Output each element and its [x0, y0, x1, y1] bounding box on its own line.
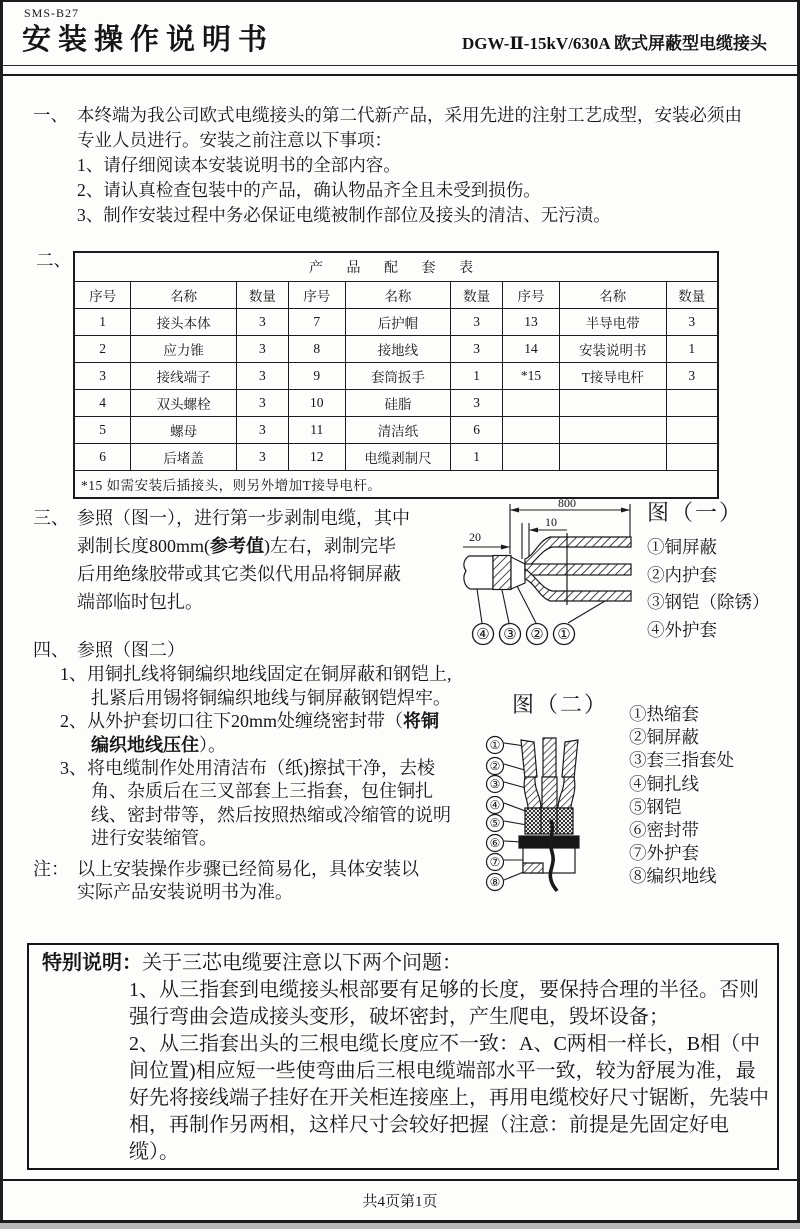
column-header: 数量 [451, 281, 503, 308]
legend-item: ①铜屏蔽 [647, 537, 717, 557]
column-header: 序号 [503, 281, 560, 308]
step-text: 将电缆制作处用清洁布（纸)擦拭干净，去棱角、杂质后在三叉部套上三指套，包住铜扎线、密封带等，然后按照热缩或冷缩管的说明进行安装缩管。 [87, 758, 451, 849]
table-cell: 应力锥 [131, 335, 237, 362]
table-cell [503, 443, 560, 470]
table-cell: 3 [451, 389, 503, 416]
table-cell: 螺母 [131, 416, 237, 443]
dimension-label-10: 10 [545, 515, 557, 529]
column-header: 名称 [559, 281, 666, 308]
special-note-intro: 关于三芯电缆要注意以下两个问题： [142, 952, 462, 974]
table-cell: 3 [236, 389, 288, 416]
callout-1: ① [489, 738, 501, 752]
column-header: 数量 [666, 281, 718, 308]
table-cell [666, 443, 718, 470]
step-item [60, 710, 452, 757]
table-cell: 1 [666, 335, 718, 362]
precaution-item: 3、制作安装过程中务必保证电缆被制作部位及接头的清洁、无污渍。 [77, 205, 611, 225]
table-cell: 套筒扳手 [345, 362, 451, 389]
figure-2-legend [629, 703, 734, 889]
table-cell: *15 [503, 362, 560, 389]
legend-item: ③钢铠（除锈） [647, 592, 770, 612]
callout-6: ⑥ [489, 836, 501, 850]
table-cell: 6 [451, 416, 503, 443]
figure-2-title: 图（二） [512, 692, 609, 717]
table-cell [666, 416, 718, 443]
callout-7: ⑦ [489, 855, 501, 869]
table-cell: 12 [288, 443, 345, 470]
table-cell: 接地线 [345, 335, 451, 362]
table-row [74, 335, 718, 362]
note-text: 以上安装操作步骤已经简易化，具体安装以实际产品安装说明书为准。 [77, 858, 419, 903]
column-header: 名称 [345, 281, 451, 308]
table-cell: 3 [236, 416, 288, 443]
callout-2: ② [530, 627, 544, 643]
step-number: 1、 [60, 664, 87, 685]
step-bold-text: 将铜编织地线压住 [91, 711, 440, 755]
legend-item: ⑧编织地线 [629, 866, 717, 887]
table-row [74, 443, 718, 470]
legend-item: ④铜扎线 [629, 773, 699, 794]
callout-4: ④ [489, 798, 501, 812]
section-4 [33, 639, 463, 904]
column-header: 序号 [74, 281, 131, 308]
page-title: 安装操作说明书 [22, 24, 275, 56]
header-divider-thick [3, 74, 797, 76]
table-cell: 3 [74, 362, 131, 389]
legend-item: ⑥密封带 [629, 820, 699, 841]
section-4-number: 四、 [33, 640, 69, 660]
table-cell: 3 [666, 362, 718, 389]
column-header: 数量 [236, 281, 288, 308]
callout-3: ③ [489, 777, 501, 791]
dimension-label-800: 800 [558, 497, 576, 510]
section-4-heading: 参照（图二） [77, 640, 185, 660]
table-cell: 双头螺栓 [131, 389, 237, 416]
table-cell: 电缆剥制尺 [345, 443, 451, 470]
callout-5: ⑤ [489, 816, 501, 830]
table-cell: 3 [451, 335, 503, 362]
precaution-item: 1、请仔细阅读本安装说明书的全部内容。 [77, 155, 401, 175]
step-number: 2、 [60, 711, 87, 732]
note-label: 注： [33, 858, 69, 879]
section-3-text-part: )左右，剥制完毕后用绝缘胶带或其它类似代用品将铜屏蔽端部临时包扎。 [77, 536, 401, 612]
table-cell: 3 [451, 308, 503, 335]
table-cell [559, 389, 666, 416]
table-cell [503, 389, 560, 416]
table-row [74, 416, 718, 443]
table-cell: 11 [288, 416, 345, 443]
section-2 [73, 251, 719, 499]
table-footnote: *15 如需安装后插接头，则另外增加T接导电杆。 [74, 470, 718, 498]
table-cell: 8 [288, 335, 345, 362]
table-cell: 1 [451, 362, 503, 389]
page-footer: 共4页第1页 [362, 1194, 438, 1210]
step-item [60, 757, 452, 851]
special-note-para: 2、从三指套出头的三根电缆长度应不一致：A、C两相一样长，B相（中间位置)相应短一些使弯曲后三根电缆端部水平一致，较为舒展为准，最好先将接线端子挂好在开关柜连接座上，再用电缆校好尺寸锯断，先装中相，再制作另两相，这样尺寸会较好把握（注意：前提是先固定好电缆）。 [129, 1033, 769, 1163]
dimension-label-20: 20 [469, 530, 481, 544]
legend-item: ⑤钢铠 [629, 796, 682, 817]
table-cell [559, 443, 666, 470]
table-cell [666, 389, 718, 416]
figure-1-title: 图（一） [647, 500, 744, 525]
figure-2-drawing [471, 720, 616, 905]
special-note-para: 1、从三指套到电缆接头根部要有足够的长度，要保持合理的半径。否则强行弯曲会造成接头变形，破坏密封，产生爬电，毁坏设备； [129, 979, 759, 1028]
figure-1-legend [647, 534, 770, 644]
table-cell: 3 [236, 443, 288, 470]
table-cell: 1 [74, 308, 131, 335]
column-header: 名称 [131, 281, 237, 308]
section-1-intro: 本终端为我公司欧式电缆接头的第二代新产品，采用先进的注射工艺成型，安装必须由专业人员进行。安装之前注意以下事项： [77, 105, 742, 150]
table-cell: 9 [288, 362, 345, 389]
step-item [60, 663, 452, 710]
table-cell: 10 [288, 389, 345, 416]
table-cell: 硅脂 [345, 389, 451, 416]
legend-item: ⑦外护套 [629, 843, 699, 864]
table-cell: 半导电带 [559, 308, 666, 335]
figure-2 [455, 684, 795, 942]
table-cell: 后堵盖 [131, 443, 237, 470]
figure-1 [455, 493, 795, 671]
footer-divider [3, 1179, 797, 1181]
parts-table [73, 251, 719, 499]
section-3-text [77, 504, 411, 616]
legend-item: ④外护套 [647, 619, 717, 640]
table-cell: 2 [74, 335, 131, 362]
table-cell: 6 [74, 443, 131, 470]
section-3-number: 三、 [33, 508, 69, 528]
step-number: 3、 [60, 758, 87, 779]
product-name: DGW-Ⅱ-15kV/630A 欧式屏蔽型电缆接头 [461, 34, 767, 53]
table-cell [503, 416, 560, 443]
table-cell: 清洁纸 [345, 416, 451, 443]
callout-3: ③ [503, 627, 517, 643]
table-cell [559, 416, 666, 443]
table-cell: 13 [503, 308, 560, 335]
special-note-box [27, 943, 779, 1170]
legend-item: ①热缩套 [629, 704, 699, 724]
callout-8: ⑧ [489, 875, 501, 889]
table-cell: 3 [236, 335, 288, 362]
table-cell: 后护帽 [345, 308, 451, 335]
table-row [74, 389, 718, 416]
step-text: 用铜扎线将铜编织地线固定在铜屏蔽和钢铠上,扎紧后用锡将铜编织地线与铜屏蔽钢铠焊牢。 [87, 664, 452, 708]
figure-1-drawing [455, 497, 650, 649]
legend-item: ②铜屏蔽 [629, 727, 699, 748]
table-cell: 5 [74, 416, 131, 443]
table-cell: 接线端子 [131, 362, 237, 389]
table-cell: 7 [288, 308, 345, 335]
section-1-number: 一、 [33, 105, 68, 125]
table-cell: 安装说明书 [559, 335, 666, 362]
table-cell: 3 [236, 362, 288, 389]
doc-code: SMS-B27 [24, 6, 80, 20]
special-note-line1 [42, 950, 765, 977]
table-cell: 4 [74, 389, 131, 416]
note [33, 858, 463, 905]
table-row [74, 308, 718, 335]
table-title: 产 品 配 套 表 [74, 252, 718, 281]
column-header: 序号 [288, 281, 345, 308]
step-text: ）。 [199, 734, 226, 755]
table-row [74, 362, 718, 389]
special-note-label: 特别说明： [42, 952, 142, 974]
precaution-item: 2、请认真检查包装中的产品，确认物品齐全且未受到损伤。 [77, 180, 541, 200]
section-3 [33, 504, 463, 616]
step-text: 从外护套切口往下20mm处缠绕密封带（ [87, 711, 404, 732]
callout-4: ④ [476, 627, 490, 643]
callout-2: ② [489, 759, 501, 773]
section-3-bold-text: 参考值 [210, 536, 264, 556]
table-cell: 接头本体 [131, 308, 237, 335]
table-cell: 3 [666, 308, 718, 335]
table-cell: 3 [236, 308, 288, 335]
section-1 [33, 103, 785, 228]
table-cell: T接导电杆 [559, 362, 666, 389]
section-3-text-part: 参照（图一），进行第一步剥制电缆，其中剥制长度800mm( [77, 508, 410, 556]
header-divider-thin [3, 65, 797, 66]
table-cell: 14 [503, 335, 560, 362]
callout-1: ① [557, 627, 571, 643]
legend-item: ②内护套 [647, 564, 717, 585]
table-header-row [74, 281, 718, 308]
section-2-number: 二、 [36, 250, 71, 270]
table-cell: 1 [451, 443, 503, 470]
legend-item: ③套三指套处 [629, 750, 734, 771]
